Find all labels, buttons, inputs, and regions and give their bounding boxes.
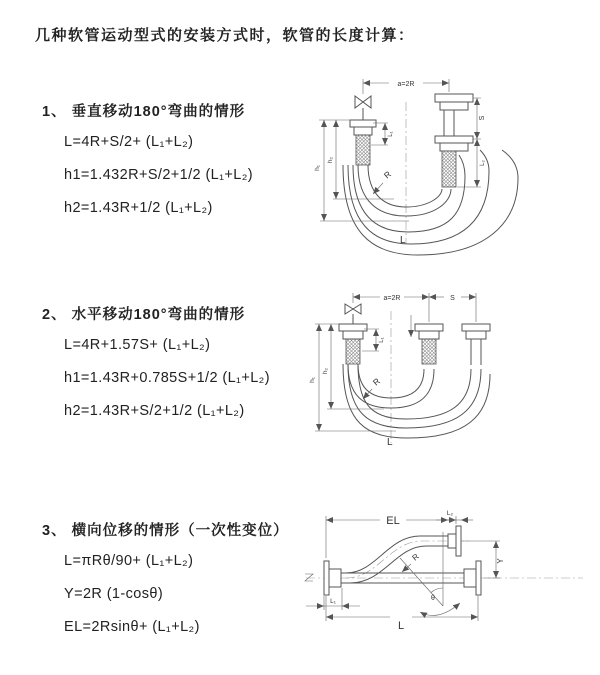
section-heading-text: 水平移动180°弯曲的情形 bbox=[71, 307, 246, 323]
dim-l1-label: L₁ bbox=[379, 337, 385, 343]
radius-leader bbox=[373, 183, 383, 194]
dim-s-label: S bbox=[450, 295, 455, 302]
left-fitting bbox=[339, 324, 367, 364]
left-flange bbox=[324, 561, 341, 595]
section-number: 1、 bbox=[42, 104, 67, 120]
hose-curves bbox=[343, 150, 518, 255]
pipe-break-mark bbox=[305, 574, 313, 581]
dimension-a bbox=[363, 79, 449, 94]
hose-curve bbox=[346, 536, 448, 583]
section-3-heading bbox=[42, 519, 289, 537]
upper-right-flange bbox=[448, 526, 461, 556]
dimension-a-s bbox=[353, 293, 476, 322]
dim-a-label: a=2R bbox=[397, 81, 415, 88]
radius-label: R bbox=[370, 375, 382, 388]
dim-l1-label: L₁ bbox=[388, 131, 394, 137]
section-3 bbox=[42, 519, 289, 636]
diagram-vertical-180-bend bbox=[306, 66, 596, 271]
dim-s-label: S bbox=[479, 115, 486, 121]
section-2-heading bbox=[42, 303, 270, 321]
formula-l: L=4R+S/2+ (L₁+L₂) bbox=[64, 134, 194, 150]
dim-h1-label: h₁ bbox=[314, 165, 321, 171]
diagram-lateral-displacement bbox=[298, 500, 598, 640]
dim-h2-label: h₂ bbox=[322, 367, 329, 375]
section-1-heading bbox=[42, 100, 253, 118]
length-label: L bbox=[387, 437, 393, 448]
section-1 bbox=[42, 100, 253, 217]
dimension-l1 bbox=[306, 588, 360, 610]
lower-right-flange bbox=[464, 561, 481, 595]
dim-l2-label: L₂ bbox=[446, 510, 454, 517]
dim-l1-label: L₁ bbox=[330, 598, 336, 605]
length-label: L bbox=[400, 235, 406, 246]
dimension-l bbox=[326, 596, 478, 632]
right-fitting bbox=[462, 324, 490, 365]
valve-icon bbox=[355, 96, 371, 120]
dim-y-label: Y bbox=[496, 558, 505, 564]
formula-h1: h1=1.432R+S/2+1/2 (L₁+L₂) bbox=[64, 167, 254, 183]
angle-theta-label: θ bbox=[431, 595, 435, 602]
dim-l-label: L bbox=[397, 620, 405, 632]
hose-curves bbox=[343, 364, 490, 438]
dim-h2-label: h₂ bbox=[327, 156, 334, 164]
formula-h1: h1=1.43R+0.785S+1/2 (L₁+L₂) bbox=[64, 370, 270, 386]
dimension-l1 bbox=[362, 315, 411, 351]
formula-el: EL=2Rsinθ+ (L₁+L₂) bbox=[64, 619, 200, 635]
section-number: 2、 bbox=[42, 307, 67, 323]
formula-h2: h2=1.43R+S/2+1/2 (L₁+L₂) bbox=[64, 403, 245, 419]
diagram-horizontal-180-bend bbox=[306, 281, 596, 461]
formula-l: L=4R+1.57S+ (L₁+L₂) bbox=[64, 337, 211, 353]
formula-y: Y=2R (1-cosθ) bbox=[64, 586, 164, 602]
formula-h2: h2=1.43R+1/2 (L₁+L₂) bbox=[64, 200, 213, 216]
middle-fitting bbox=[415, 324, 443, 364]
radius-label: R bbox=[410, 551, 421, 563]
left-fitting bbox=[350, 120, 376, 165]
page-title: 几种软管运动型式的安装方式时，软管的长度计算： bbox=[35, 27, 415, 44]
radius-label: R bbox=[381, 168, 393, 181]
section-heading-text: 垂直移动180°弯曲的情形 bbox=[71, 104, 246, 120]
section-heading-text: 横向位移的情形（一次性变位） bbox=[71, 523, 289, 539]
valve-icon bbox=[345, 304, 361, 324]
section-number: 3、 bbox=[42, 523, 67, 539]
dim-l2-label: L₂ bbox=[480, 160, 486, 166]
dimension-l2 bbox=[436, 510, 473, 520]
section-2 bbox=[42, 303, 270, 420]
dim-h1-label: h₁ bbox=[309, 377, 316, 383]
dim-el-label: EL bbox=[386, 515, 400, 527]
formula-l: L=πRθ/90+ (L₁+L₂) bbox=[64, 553, 194, 569]
dim-a-label: a=2R bbox=[383, 295, 401, 302]
right-fitting bbox=[435, 94, 473, 187]
